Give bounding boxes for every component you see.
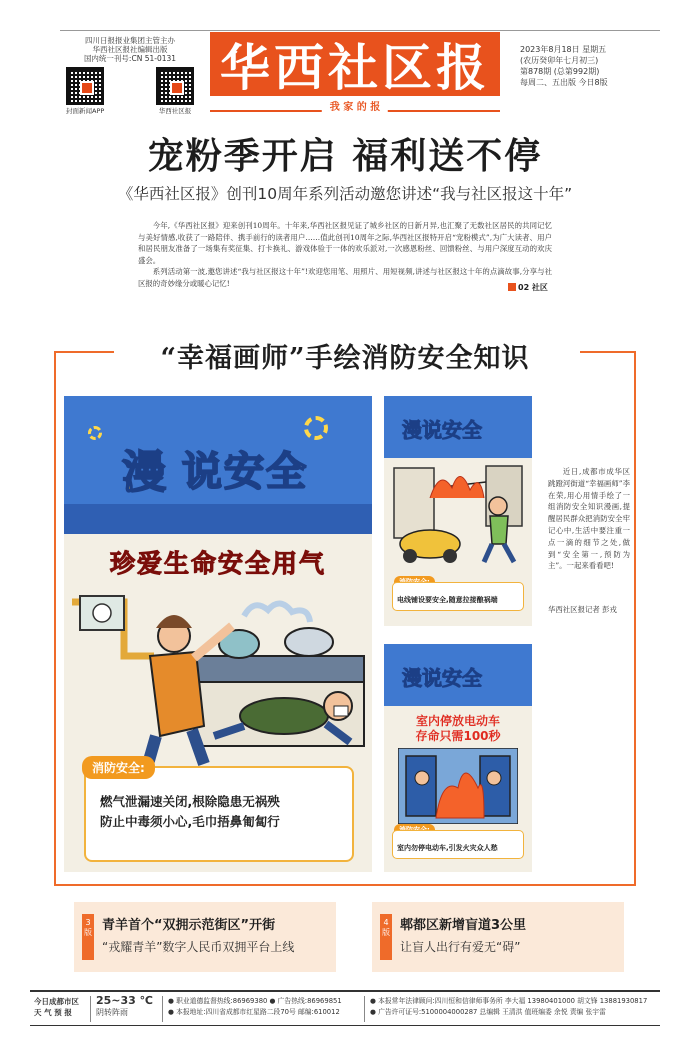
sub-headline: 《华西社区报》创刊10周年系列活动邀您讲述“我与社区报这十年” — [117, 185, 573, 203]
comic-title-rest: 说安全 — [422, 418, 482, 442]
comic-title — [402, 414, 482, 443]
teaser-page-4[interactable] — [372, 902, 624, 972]
qr-code-icon — [156, 67, 194, 105]
issue-info — [520, 44, 660, 88]
comic-header — [64, 396, 372, 534]
weather-label — [34, 996, 79, 1018]
comic-gas-safety[interactable] — [64, 396, 372, 872]
lead-paragraph-2: 系列活动第一波,邀您讲述“我与社区报这十年”!欢迎您用笔、用照片、用短视频,讲述与社区报这十年的点滴故事,分享与社区报的奇妙缘分或暖心记忆! — [138, 267, 552, 288]
tip-line-1: 燃气泄漏速关闭,根除隐患无祸殃 — [100, 794, 280, 809]
comic-title-man: 漫 — [402, 418, 422, 442]
teaser-title: 青羊首个“双拥示范街区”开街 — [102, 918, 276, 933]
tip-line-2: 防止中毒须小心,毛巾捂鼻匍匐行 — [100, 814, 280, 829]
slogan: 我 家 的 报 — [322, 98, 388, 113]
comic-title-rest: 说安全 — [422, 666, 482, 690]
masthead — [0, 0, 690, 115]
comic-subtitle: 珍爱生命安全用气 — [109, 549, 326, 578]
feature-side-text: 近日,成都市成华区跳蹬河街道“幸福画师”李在荣,用心用情手绘了一组消防安全知识漫画,提醒居民群众把消防安全牢记心中,生活中要注重一点一滴的细节之处,做到“安全第一,预防为主”。一起来看看吧! — [548, 467, 630, 571]
issue-number: 第878期 (总第992期) — [520, 67, 600, 76]
newspaper-logo: 华西社区报 — [210, 32, 500, 96]
page-reference-label: 02 社区 — [518, 283, 548, 292]
comic-title-man: 漫 — [402, 666, 422, 690]
weather-temperature — [96, 995, 153, 1018]
footer-contact-line-1: ● 职业道德监督热线:86969380 ● 广告热线:86969851 — [168, 997, 342, 1005]
masthead-publisher-info — [60, 36, 200, 116]
qr-code-wechat[interactable] — [156, 67, 194, 116]
lead-article — [138, 220, 552, 290]
footer-divider — [364, 996, 365, 1022]
teaser-page-3[interactable] — [74, 902, 336, 972]
comic-title-man: 漫 — [122, 447, 166, 498]
header-stripe — [64, 504, 372, 534]
teaser-page-number: 4版 — [380, 914, 392, 960]
main-headline: 宠粉季开启 福利送不停 — [147, 135, 543, 177]
teaser-page-number: 3版 — [82, 914, 94, 960]
comic-title-rest: 说安全 — [182, 449, 308, 495]
weather-label-line-2: 天 气 预 报 — [34, 1008, 72, 1017]
footer-divider — [90, 996, 91, 1022]
temperature: 25~33 ℃ — [96, 994, 153, 1007]
tip-label: 消防安全: — [82, 756, 155, 779]
lunar-date: (农历癸卯年七月初三) — [520, 56, 599, 65]
tip-text — [100, 792, 350, 832]
qr-code-icon — [66, 67, 104, 105]
issue-date: 2023年8月18日 星期五 — [520, 45, 607, 54]
footer-legal-line-2: ● 广告许可证号:5100004000287 总编辑 王清洪 值班编委 余悦 责编 张宇雷 — [370, 1008, 606, 1016]
slogan-bar — [210, 98, 500, 112]
qr-code-app[interactable] — [66, 67, 104, 116]
qr-left-label: 封面新闻APP — [66, 107, 105, 115]
issn: 国内统一刊号:CN 51-0131 — [83, 54, 177, 63]
comic-wiring-safety[interactable] — [384, 396, 532, 626]
comic-ebike-safety[interactable] — [384, 644, 532, 872]
footer-contact — [168, 996, 342, 1018]
feature-byline: 华西社区报记者 彭戎 — [548, 605, 617, 614]
footer-contact-line-2: ● 本报地址:四川省成都市红星路二段70号 邮编:610012 — [168, 1008, 340, 1016]
footer — [30, 990, 660, 1026]
ebike-fire-illustration — [398, 748, 518, 824]
tip-text: 电线铺设要安全,随意拉接酿祸端 — [392, 582, 524, 611]
gas-leak-illustration — [64, 586, 372, 766]
weather-condition: 阴转阵雨 — [96, 1008, 128, 1017]
tip-text: 室内勿停电动车,引发火灾众人愁 — [392, 830, 524, 859]
teaser-title: 郫都区新增盲道3公里 — [400, 918, 527, 933]
gear-icon — [304, 416, 328, 440]
gear-icon — [88, 426, 102, 440]
square-bullet-icon — [508, 283, 516, 291]
comic-header — [384, 396, 532, 458]
lead-paragraph-1: 今年,《华西社区报》迎来创刊10周年。十年来,华西社区报见证了城乡社区的日新月异,也汇聚了无数社区居民的共同记忆与美好情感,收获了一路陪伴、携手前行的读者用户……值此创刊10周年之际,华西社区报特开启“宠粉模式”,为广大读者、用户和居民朋友准备了一场集有奖征集、打卡换礼、游戏体验于一体的欢乐派对,一次感恩粉丝、回馈粉丝、与用户深度互动的欢庆盛会。 — [138, 221, 552, 265]
comic-title — [402, 662, 482, 691]
teaser-subtitle: 让盲人出行有爱无“碍” — [400, 940, 521, 954]
footer-legal-line-1: ● 本报常年法律顾问:四川恒和信律师事务所 李大福 13980401000 胡文锋 13881930817 — [370, 997, 648, 1005]
publisher-line-1: 四川日报报业集团主管主办 — [85, 36, 175, 45]
feature-title: “幸福画师”手绘消防安全知识 — [160, 343, 530, 374]
comic-header — [384, 644, 532, 706]
publish-schedule: 每周二、五出版 今日8版 — [520, 78, 608, 87]
publisher-line-2: 华西社区报社编辑出版 — [92, 45, 168, 54]
qr-right-label: 华西社区报 — [158, 107, 192, 115]
footer-legal — [370, 996, 647, 1018]
weather-label-line-1: 今日成都市区 — [34, 997, 79, 1006]
footer-divider — [162, 996, 163, 1022]
teaser-subtitle: “戎耀青羊”数字人民币双拥平台上线 — [102, 940, 295, 954]
comic-subtitle — [392, 714, 524, 744]
subtitle-line-2: 存命只需100秒 — [415, 729, 501, 743]
wiring-fire-illustration — [390, 458, 526, 568]
page-reference[interactable] — [508, 282, 548, 293]
subtitle-line-1: 室内停放电动车 — [415, 714, 500, 728]
